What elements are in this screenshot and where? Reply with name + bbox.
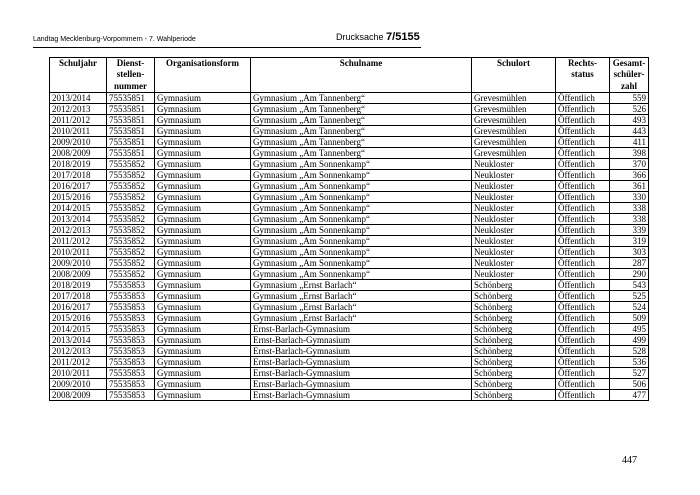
cell-schulort: Schönberg <box>472 280 556 291</box>
cell-schuljahr: 2012/2013 <box>50 225 107 236</box>
header-part: Dienst- <box>116 58 145 68</box>
cell-schulname: Gymnasium „Am Sonnenkamp“ <box>251 181 472 192</box>
cell-schuljahr: 2016/2017 <box>50 302 107 313</box>
cell-schuljahr: 2008/2009 <box>50 390 107 401</box>
cell-organisationsform: Gymnasium <box>155 214 251 225</box>
cell-schuljahr: 2013/2014 <box>50 335 107 346</box>
cell-organisationsform: Gymnasium <box>155 104 251 115</box>
header-part: zahl <box>620 80 637 91</box>
cell-dienststellennummer: 75535853 <box>107 357 155 368</box>
cell-rechtsstatus: Öffentlich <box>556 258 610 269</box>
cell-rechtsstatus: Öffentlich <box>556 302 610 313</box>
header-part: nummer <box>114 80 147 91</box>
cell-schulort: Schönberg <box>472 335 556 346</box>
cell-schulname: Ernst-Barlach-Gymnasium <box>251 335 472 346</box>
cell-dienststellennummer: 75535852 <box>107 247 155 258</box>
cell-rechtsstatus: Öffentlich <box>556 126 610 137</box>
cell-rechtsstatus: Öffentlich <box>556 181 610 192</box>
cell-schuljahr: 2009/2010 <box>50 258 107 269</box>
cell-rechtsstatus: Öffentlich <box>556 137 610 148</box>
column-header-schuljahr: Schuljahr <box>50 58 107 93</box>
cell-dienststellennummer: 75535853 <box>107 335 155 346</box>
cell-schuljahr: 2013/2014 <box>50 93 107 104</box>
table-row <box>50 203 649 214</box>
cell-schuljahr: 2011/2012 <box>50 115 107 126</box>
table-row <box>50 148 649 159</box>
column-header-schulort: Schulort <box>472 58 556 93</box>
cell-schuljahr: 2012/2013 <box>50 346 107 357</box>
cell-organisationsform: Gymnasium <box>155 291 251 302</box>
cell-organisationsform: Gymnasium <box>155 236 251 247</box>
cell-schulname: Gymnasium „Ernst Barlach“ <box>251 302 472 313</box>
cell-gesamtschuelerzahl: 525 <box>610 291 649 302</box>
cell-organisationsform: Gymnasium <box>155 170 251 181</box>
cell-organisationsform: Gymnasium <box>155 247 251 258</box>
cell-schulname: Gymnasium „Am Tannenberg“ <box>251 126 472 137</box>
table-row <box>50 324 649 335</box>
cell-organisationsform: Gymnasium <box>155 258 251 269</box>
cell-gesamtschuelerzahl: 338 <box>610 214 649 225</box>
cell-rechtsstatus: Öffentlich <box>556 346 610 357</box>
cell-organisationsform: Gymnasium <box>155 126 251 137</box>
cell-organisationsform: Gymnasium <box>155 346 251 357</box>
cell-dienststellennummer: 75535851 <box>107 115 155 126</box>
cell-rechtsstatus: Öffentlich <box>556 324 610 335</box>
table-row <box>50 115 649 126</box>
cell-schuljahr: 2014/2015 <box>50 203 107 214</box>
cell-rechtsstatus: Öffentlich <box>556 214 610 225</box>
cell-schulname: Ernst-Barlach-Gymnasium <box>251 346 472 357</box>
table-row <box>50 280 649 291</box>
cell-schuljahr: 2014/2015 <box>50 324 107 335</box>
parliament-header: Landtag Mecklenburg-Vorpommern - 7. Wahlperiode <box>33 36 196 43</box>
cell-organisationsform: Gymnasium <box>155 302 251 313</box>
cell-schulname: Gymnasium „Am Sonnenkamp“ <box>251 258 472 269</box>
cell-schulname: Gymnasium „Am Sonnenkamp“ <box>251 269 472 280</box>
cell-organisationsform: Gymnasium <box>155 379 251 390</box>
cell-rechtsstatus: Öffentlich <box>556 291 610 302</box>
cell-gesamtschuelerzahl: 319 <box>610 236 649 247</box>
cell-rechtsstatus: Öffentlich <box>556 390 610 401</box>
cell-schulname: Gymnasium „Am Sonnenkamp“ <box>251 192 472 203</box>
cell-gesamtschuelerzahl: 361 <box>610 181 649 192</box>
table-row <box>50 247 649 258</box>
header-divider <box>33 47 421 48</box>
cell-schuljahr: 2018/2019 <box>50 280 107 291</box>
cell-schuljahr: 2010/2011 <box>50 368 107 379</box>
cell-rechtsstatus: Öffentlich <box>556 159 610 170</box>
cell-dienststellennummer: 75535852 <box>107 269 155 280</box>
cell-schulname: Gymnasium „Ernst Barlach“ <box>251 280 472 291</box>
cell-rechtsstatus: Öffentlich <box>556 236 610 247</box>
cell-schulort: Schönberg <box>472 291 556 302</box>
cell-schulort: Schönberg <box>472 390 556 401</box>
cell-dienststellennummer: 75535853 <box>107 302 155 313</box>
table-row <box>50 357 649 368</box>
cell-schulname: Gymnasium „Am Tannenberg“ <box>251 115 472 126</box>
cell-gesamtschuelerzahl: 370 <box>610 159 649 170</box>
header-part: schüler- <box>613 69 645 80</box>
cell-organisationsform: Gymnasium <box>155 368 251 379</box>
cell-organisationsform: Gymnasium <box>155 357 251 368</box>
cell-gesamtschuelerzahl: 366 <box>610 170 649 181</box>
cell-schulname: Gymnasium „Am Sonnenkamp“ <box>251 203 472 214</box>
table-row <box>50 313 649 324</box>
page-number: 447 <box>622 455 637 466</box>
cell-organisationsform: Gymnasium <box>155 148 251 159</box>
cell-organisationsform: Gymnasium <box>155 269 251 280</box>
table-row <box>50 258 649 269</box>
cell-rechtsstatus: Öffentlich <box>556 280 610 291</box>
cell-schulort: Schönberg <box>472 346 556 357</box>
cell-gesamtschuelerzahl: 536 <box>610 357 649 368</box>
cell-schulort: Neukloster <box>472 170 556 181</box>
cell-schulname: Gymnasium „Am Sonnenkamp“ <box>251 159 472 170</box>
cell-schulname: Ernst-Barlach-Gymnasium <box>251 390 472 401</box>
cell-gesamtschuelerzahl: 495 <box>610 324 649 335</box>
cell-schulort: Neukloster <box>472 203 556 214</box>
table-row <box>50 192 649 203</box>
document-reference <box>336 31 420 43</box>
cell-schulname: Gymnasium „Ernst Barlach“ <box>251 313 472 324</box>
cell-dienststellennummer: 75535853 <box>107 291 155 302</box>
cell-schulname: Gymnasium „Am Tannenberg“ <box>251 148 472 159</box>
cell-schulname: Gymnasium „Am Sonnenkamp“ <box>251 236 472 247</box>
cell-gesamtschuelerzahl: 528 <box>610 346 649 357</box>
cell-gesamtschuelerzahl: 339 <box>610 225 649 236</box>
cell-dienststellennummer: 75535852 <box>107 214 155 225</box>
cell-dienststellennummer: 75535853 <box>107 390 155 401</box>
cell-gesamtschuelerzahl: 303 <box>610 247 649 258</box>
table-row <box>50 335 649 346</box>
cell-schuljahr: 2018/2019 <box>50 159 107 170</box>
cell-organisationsform: Gymnasium <box>155 313 251 324</box>
cell-dienststellennummer: 75535853 <box>107 313 155 324</box>
cell-organisationsform: Gymnasium <box>155 280 251 291</box>
cell-rechtsstatus: Öffentlich <box>556 269 610 280</box>
cell-schulort: Grevesmühlen <box>472 126 556 137</box>
cell-schuljahr: 2009/2010 <box>50 137 107 148</box>
cell-schulname: Gymnasium „Am Sonnenkamp“ <box>251 225 472 236</box>
cell-schulort: Neukloster <box>472 181 556 192</box>
cell-schuljahr: 2009/2010 <box>50 379 107 390</box>
cell-dienststellennummer: 75535852 <box>107 236 155 247</box>
table-row <box>50 93 649 104</box>
cell-schulort: Grevesmühlen <box>472 104 556 115</box>
cell-rechtsstatus: Öffentlich <box>556 368 610 379</box>
cell-dienststellennummer: 75535852 <box>107 225 155 236</box>
cell-gesamtschuelerzahl: 330 <box>610 192 649 203</box>
document-label: Drucksache <box>336 32 384 42</box>
cell-schuljahr: 2008/2009 <box>50 269 107 280</box>
cell-schulname: Ernst-Barlach-Gymnasium <box>251 368 472 379</box>
cell-organisationsform: Gymnasium <box>155 181 251 192</box>
cell-organisationsform: Gymnasium <box>155 324 251 335</box>
table-row <box>50 291 649 302</box>
table-body <box>50 93 649 401</box>
cell-schuljahr: 2017/2018 <box>50 291 107 302</box>
cell-schulort: Grevesmühlen <box>472 137 556 148</box>
table-row <box>50 104 649 115</box>
column-header-rechtsstatus <box>556 58 610 93</box>
cell-gesamtschuelerzahl: 477 <box>610 390 649 401</box>
cell-dienststellennummer: 75535852 <box>107 181 155 192</box>
cell-gesamtschuelerzahl: 499 <box>610 335 649 346</box>
cell-schulort: Schönberg <box>472 313 556 324</box>
cell-schulort: Grevesmühlen <box>472 93 556 104</box>
cell-schuljahr: 2015/2016 <box>50 313 107 324</box>
cell-organisationsform: Gymnasium <box>155 203 251 214</box>
column-header-schulname: Schulname <box>251 58 472 93</box>
cell-gesamtschuelerzahl: 493 <box>610 115 649 126</box>
cell-schuljahr: 2011/2012 <box>50 236 107 247</box>
table-row <box>50 346 649 357</box>
table-header-row <box>50 58 649 93</box>
cell-gesamtschuelerzahl: 524 <box>610 302 649 313</box>
cell-schuljahr: 2010/2011 <box>50 126 107 137</box>
cell-gesamtschuelerzahl: 443 <box>610 126 649 137</box>
table-row <box>50 126 649 137</box>
cell-rechtsstatus: Öffentlich <box>556 192 610 203</box>
table-row <box>50 236 649 247</box>
cell-schulname: Gymnasium „Am Sonnenkamp“ <box>251 247 472 258</box>
cell-dienststellennummer: 75535851 <box>107 126 155 137</box>
cell-schulname: Gymnasium „Am Sonnenkamp“ <box>251 170 472 181</box>
header-part: Rechts- <box>568 58 597 68</box>
cell-schulort: Grevesmühlen <box>472 148 556 159</box>
table-row <box>50 214 649 225</box>
cell-gesamtschuelerzahl: 398 <box>610 148 649 159</box>
cell-dienststellennummer: 75535851 <box>107 93 155 104</box>
cell-organisationsform: Gymnasium <box>155 390 251 401</box>
school-enrollment-table <box>49 57 649 401</box>
cell-schuljahr: 2017/2018 <box>50 170 107 181</box>
cell-dienststellennummer: 75535852 <box>107 192 155 203</box>
cell-schulname: Ernst-Barlach-Gymnasium <box>251 357 472 368</box>
cell-gesamtschuelerzahl: 559 <box>610 93 649 104</box>
cell-dienststellennummer: 75535852 <box>107 203 155 214</box>
table-row <box>50 159 649 170</box>
column-header-organisationsform: Organisationsform <box>155 58 251 93</box>
cell-rechtsstatus: Öffentlich <box>556 335 610 346</box>
cell-schulort: Schönberg <box>472 368 556 379</box>
cell-organisationsform: Gymnasium <box>155 225 251 236</box>
cell-schuljahr: 2011/2012 <box>50 357 107 368</box>
cell-organisationsform: Gymnasium <box>155 335 251 346</box>
cell-gesamtschuelerzahl: 290 <box>610 269 649 280</box>
table-row <box>50 170 649 181</box>
cell-schulort: Neukloster <box>472 247 556 258</box>
header-part: status <box>571 69 594 80</box>
cell-dienststellennummer: 75535852 <box>107 170 155 181</box>
cell-dienststellennummer: 75535853 <box>107 280 155 291</box>
cell-schulort: Schönberg <box>472 302 556 313</box>
document-number: 7/5155 <box>386 31 420 43</box>
cell-organisationsform: Gymnasium <box>155 115 251 126</box>
cell-gesamtschuelerzahl: 509 <box>610 313 649 324</box>
cell-schulname: Gymnasium „Am Tannenberg“ <box>251 137 472 148</box>
cell-dienststellennummer: 75535853 <box>107 346 155 357</box>
cell-schulort: Neukloster <box>472 192 556 203</box>
cell-dienststellennummer: 75535851 <box>107 137 155 148</box>
cell-schuljahr: 2008/2009 <box>50 148 107 159</box>
cell-dienststellennummer: 75535851 <box>107 148 155 159</box>
cell-dienststellennummer: 75535852 <box>107 258 155 269</box>
cell-schulort: Neukloster <box>472 214 556 225</box>
cell-schulort: Neukloster <box>472 159 556 170</box>
header-part: Gesamt- <box>612 58 646 68</box>
column-header-dienststellennummer <box>107 58 155 93</box>
cell-rechtsstatus: Öffentlich <box>556 313 610 324</box>
cell-rechtsstatus: Öffentlich <box>556 203 610 214</box>
cell-organisationsform: Gymnasium <box>155 93 251 104</box>
cell-gesamtschuelerzahl: 506 <box>610 379 649 390</box>
cell-schulort: Schönberg <box>472 357 556 368</box>
cell-schulname: Ernst-Barlach-Gymnasium <box>251 324 472 335</box>
cell-rechtsstatus: Öffentlich <box>556 148 610 159</box>
table-row <box>50 302 649 313</box>
cell-schulname: Gymnasium „Am Tannenberg“ <box>251 93 472 104</box>
table-row <box>50 137 649 148</box>
cell-schulname: Gymnasium „Ernst Barlach“ <box>251 291 472 302</box>
cell-dienststellennummer: 75535853 <box>107 324 155 335</box>
cell-schuljahr: 2013/2014 <box>50 214 107 225</box>
cell-gesamtschuelerzahl: 411 <box>610 137 649 148</box>
cell-dienststellennummer: 75535853 <box>107 368 155 379</box>
cell-dienststellennummer: 75535852 <box>107 159 155 170</box>
cell-schulort: Neukloster <box>472 225 556 236</box>
cell-gesamtschuelerzahl: 287 <box>610 258 649 269</box>
header-part: stellen- <box>116 69 145 80</box>
cell-organisationsform: Gymnasium <box>155 192 251 203</box>
cell-schulort: Schönberg <box>472 379 556 390</box>
cell-schulort: Schönberg <box>472 324 556 335</box>
table-row <box>50 390 649 401</box>
cell-schulname: Gymnasium „Am Tannenberg“ <box>251 104 472 115</box>
cell-schulort: Grevesmühlen <box>472 115 556 126</box>
table-row <box>50 269 649 280</box>
cell-rechtsstatus: Öffentlich <box>556 93 610 104</box>
cell-rechtsstatus: Öffentlich <box>556 115 610 126</box>
cell-schulname: Gymnasium „Am Sonnenkamp“ <box>251 214 472 225</box>
table-row <box>50 181 649 192</box>
cell-rechtsstatus: Öffentlich <box>556 225 610 236</box>
cell-schulort: Neukloster <box>472 258 556 269</box>
cell-schulname: Ernst-Barlach-Gymnasium <box>251 379 472 390</box>
cell-organisationsform: Gymnasium <box>155 137 251 148</box>
cell-schuljahr: 2015/2016 <box>50 192 107 203</box>
cell-gesamtschuelerzahl: 527 <box>610 368 649 379</box>
cell-gesamtschuelerzahl: 526 <box>610 104 649 115</box>
cell-schuljahr: 2012/2013 <box>50 104 107 115</box>
cell-rechtsstatus: Öffentlich <box>556 170 610 181</box>
cell-schuljahr: 2010/2011 <box>50 247 107 258</box>
cell-rechtsstatus: Öffentlich <box>556 104 610 115</box>
table-row <box>50 379 649 390</box>
cell-rechtsstatus: Öffentlich <box>556 247 610 258</box>
table-row <box>50 368 649 379</box>
cell-schuljahr: 2016/2017 <box>50 181 107 192</box>
cell-schulort: Neukloster <box>472 236 556 247</box>
cell-dienststellennummer: 75535851 <box>107 104 155 115</box>
cell-rechtsstatus: Öffentlich <box>556 357 610 368</box>
cell-rechtsstatus: Öffentlich <box>556 379 610 390</box>
cell-dienststellennummer: 75535853 <box>107 379 155 390</box>
cell-schulort: Neukloster <box>472 269 556 280</box>
column-header-gesamtschuelerzahl <box>610 58 649 93</box>
cell-gesamtschuelerzahl: 338 <box>610 203 649 214</box>
cell-organisationsform: Gymnasium <box>155 159 251 170</box>
table-row <box>50 225 649 236</box>
cell-gesamtschuelerzahl: 543 <box>610 280 649 291</box>
